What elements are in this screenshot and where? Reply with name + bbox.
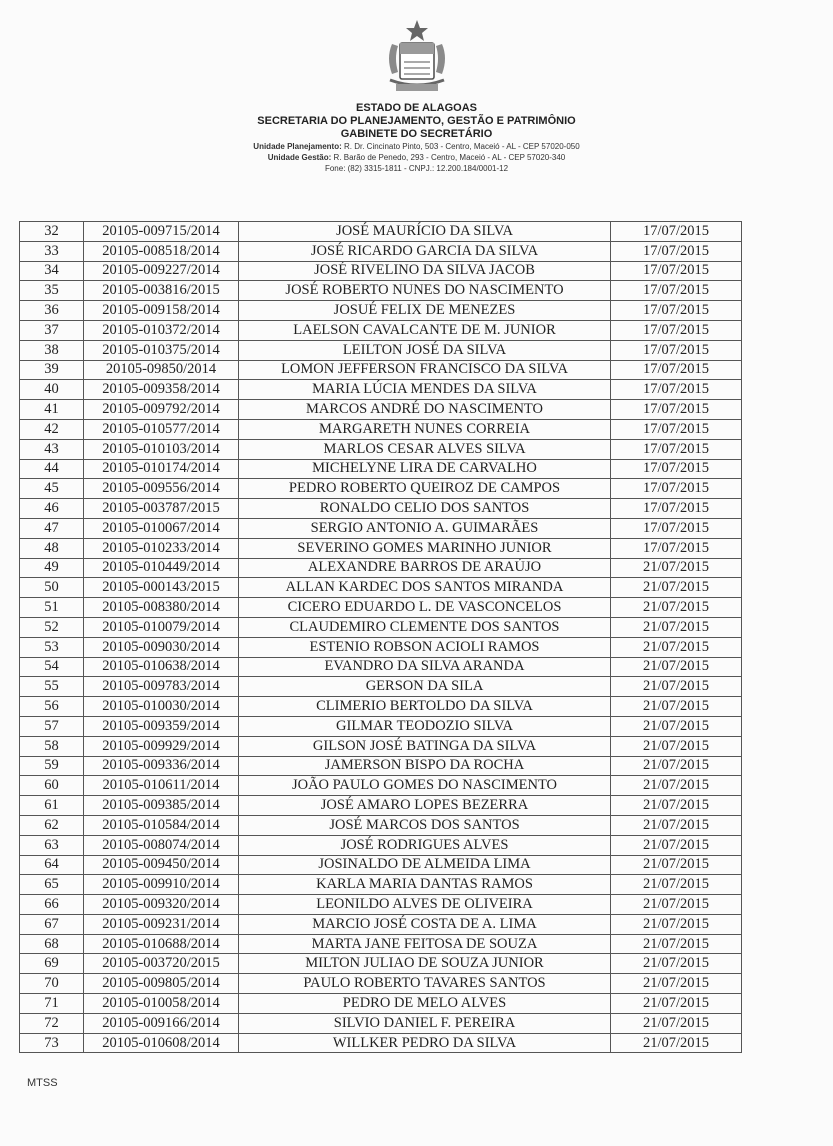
table-row [20, 934, 742, 954]
person-name: GILSON JOSÉ BATINGA DA SILVA [239, 736, 611, 756]
process-number: 20105-009805/2014 [84, 974, 239, 994]
row-number: 35 [20, 281, 84, 301]
planning-unit-line [0, 141, 833, 152]
date-cell: 21/07/2015 [611, 835, 742, 855]
process-number: 20105-009385/2014 [84, 796, 239, 816]
table-row [20, 974, 742, 994]
process-number: 20105-003720/2015 [84, 954, 239, 974]
table-row [20, 1013, 742, 1033]
row-number: 63 [20, 835, 84, 855]
person-name: MICHELYNE LIRA DE CARVALHO [239, 459, 611, 479]
row-number: 56 [20, 697, 84, 717]
table-row [20, 598, 742, 618]
person-name: JOSÉ RIVELINO DA SILVA JACOB [239, 261, 611, 281]
row-number: 70 [20, 974, 84, 994]
row-number: 65 [20, 875, 84, 895]
process-number: 20105-003816/2015 [84, 281, 239, 301]
date-cell: 17/07/2015 [611, 360, 742, 380]
row-number: 33 [20, 241, 84, 261]
table-row [20, 1033, 742, 1053]
process-number: 20105-009030/2014 [84, 637, 239, 657]
date-cell: 17/07/2015 [611, 281, 742, 301]
person-name: SERGIO ANTONIO A. GUIMARÃES [239, 518, 611, 538]
person-name: PAULO ROBERTO TAVARES SANTOS [239, 974, 611, 994]
table-row [20, 637, 742, 657]
person-name: MARTA JANE FEITOSA DE SOUZA [239, 934, 611, 954]
person-name: EVANDRO DA SILVA ARANDA [239, 657, 611, 677]
row-number: 47 [20, 518, 84, 538]
date-cell: 21/07/2015 [611, 578, 742, 598]
row-number: 73 [20, 1033, 84, 1053]
row-number: 45 [20, 479, 84, 499]
process-number: 20105-009227/2014 [84, 261, 239, 281]
person-name: JOSÉ RICARDO GARCIA DA SILVA [239, 241, 611, 261]
person-name: MARLOS CESAR ALVES SILVA [239, 439, 611, 459]
date-cell: 21/07/2015 [611, 994, 742, 1014]
date-cell: 21/07/2015 [611, 815, 742, 835]
table-row [20, 340, 742, 360]
table-row [20, 677, 742, 697]
process-number: 20105-003787/2015 [84, 499, 239, 519]
person-name: JOSÉ MAURÍCIO DA SILVA [239, 222, 611, 242]
person-name: GILMAR TEODOZIO SILVA [239, 716, 611, 736]
table-row [20, 281, 742, 301]
row-number: 36 [20, 301, 84, 321]
person-name: PEDRO DE MELO ALVES [239, 994, 611, 1014]
process-number: 20105-009231/2014 [84, 914, 239, 934]
date-cell: 21/07/2015 [611, 796, 742, 816]
process-number: 20105-010030/2014 [84, 697, 239, 717]
person-name: LAELSON CAVALCANTE DE M. JUNIOR [239, 320, 611, 340]
table-row [20, 499, 742, 519]
row-number: 54 [20, 657, 84, 677]
process-number: 20105-008074/2014 [84, 835, 239, 855]
process-number: 20105-009158/2014 [84, 301, 239, 321]
row-number: 71 [20, 994, 84, 1014]
row-number: 60 [20, 776, 84, 796]
table-row [20, 914, 742, 934]
process-number: 20105-010372/2014 [84, 320, 239, 340]
person-name: SILVIO DANIEL F. PEREIRA [239, 1013, 611, 1033]
table-row [20, 776, 742, 796]
table-row [20, 479, 742, 499]
process-number: 20105-009792/2014 [84, 400, 239, 420]
date-cell: 21/07/2015 [611, 736, 742, 756]
date-cell: 17/07/2015 [611, 459, 742, 479]
table-row [20, 796, 742, 816]
process-number: 20105-009166/2014 [84, 1013, 239, 1033]
date-cell: 17/07/2015 [611, 241, 742, 261]
person-name: MARIA LÚCIA MENDES DA SILVA [239, 380, 611, 400]
table-row [20, 617, 742, 637]
process-number: 20105-010079/2014 [84, 617, 239, 637]
process-number: 20105-009320/2014 [84, 895, 239, 915]
row-number: 53 [20, 637, 84, 657]
process-number: 20105-000143/2015 [84, 578, 239, 598]
date-cell: 21/07/2015 [611, 657, 742, 677]
row-number: 39 [20, 360, 84, 380]
person-name: PEDRO ROBERTO QUEIROZ DE CAMPOS [239, 479, 611, 499]
process-number: 20105-010067/2014 [84, 518, 239, 538]
process-number: 20105-010058/2014 [84, 994, 239, 1014]
person-name: LEONILDO ALVES DE OLIVEIRA [239, 895, 611, 915]
planning-unit-label: Unidade Planejamento: [253, 142, 342, 151]
process-number: 20105-009556/2014 [84, 479, 239, 499]
person-name: JOSÉ AMARO LOPES BEZERRA [239, 796, 611, 816]
row-number: 40 [20, 380, 84, 400]
date-cell: 17/07/2015 [611, 499, 742, 519]
process-number: 20105-010611/2014 [84, 776, 239, 796]
date-cell: 17/07/2015 [611, 538, 742, 558]
date-cell: 21/07/2015 [611, 637, 742, 657]
date-cell: 17/07/2015 [611, 340, 742, 360]
date-cell: 17/07/2015 [611, 518, 742, 538]
row-number: 43 [20, 439, 84, 459]
date-cell: 21/07/2015 [611, 558, 742, 578]
process-number: 20105-008518/2014 [84, 241, 239, 261]
row-number: 52 [20, 617, 84, 637]
person-name: ALEXANDRE BARROS DE ARAÚJO [239, 558, 611, 578]
date-cell: 17/07/2015 [611, 439, 742, 459]
process-number: 20105-010375/2014 [84, 340, 239, 360]
date-cell: 21/07/2015 [611, 1033, 742, 1053]
date-cell: 21/07/2015 [611, 776, 742, 796]
table-row [20, 241, 742, 261]
person-name: JOSUÉ FELIX DE MENEZES [239, 301, 611, 321]
contact-line: Fone: (82) 3315-1811 - CNPJ.: 12.200.184/0001-12 [324, 164, 509, 173]
table-row [20, 736, 742, 756]
table-row [20, 380, 742, 400]
process-number: 20105-009910/2014 [84, 875, 239, 895]
person-name: JOSÉ MARCOS DOS SANTOS [239, 815, 611, 835]
row-number: 64 [20, 855, 84, 875]
table-row [20, 697, 742, 717]
row-number: 41 [20, 400, 84, 420]
row-number: 37 [20, 320, 84, 340]
row-number: 59 [20, 756, 84, 776]
process-number: 20105-09850/2014 [84, 360, 239, 380]
table-row [20, 578, 742, 598]
table-row [20, 815, 742, 835]
table-row [20, 222, 742, 242]
process-number: 20105-009929/2014 [84, 736, 239, 756]
date-cell: 17/07/2015 [611, 222, 742, 242]
process-number: 20105-010174/2014 [84, 459, 239, 479]
table-row [20, 994, 742, 1014]
date-cell: 21/07/2015 [611, 855, 742, 875]
management-unit-address: R. Barão de Penedo, 293 - Centro, Maceió - AL - CEP 57020-340 [333, 153, 566, 162]
date-cell: 21/07/2015 [611, 756, 742, 776]
date-cell: 21/07/2015 [611, 974, 742, 994]
table-row [20, 419, 742, 439]
table-row [20, 855, 742, 875]
process-number: 20105-010449/2014 [84, 558, 239, 578]
process-number: 20105-010233/2014 [84, 538, 239, 558]
process-number: 20105-008380/2014 [84, 598, 239, 618]
date-cell: 21/07/2015 [611, 895, 742, 915]
row-number: 34 [20, 261, 84, 281]
date-cell: 17/07/2015 [611, 419, 742, 439]
row-number: 67 [20, 914, 84, 934]
person-name: RONALDO CELIO DOS SANTOS [239, 499, 611, 519]
table-row [20, 716, 742, 736]
process-number: 20105-009783/2014 [84, 677, 239, 697]
row-number: 44 [20, 459, 84, 479]
person-name: KARLA MARIA DANTAS RAMOS [239, 875, 611, 895]
table-row [20, 518, 742, 538]
person-name: MARGARETH NUNES CORREIA [239, 419, 611, 439]
table-row [20, 360, 742, 380]
table-row [20, 895, 742, 915]
row-number: 68 [20, 934, 84, 954]
row-number: 38 [20, 340, 84, 360]
person-name: MARCOS ANDRÉ DO NASCIMENTO [239, 400, 611, 420]
date-cell: 21/07/2015 [611, 934, 742, 954]
row-number: 55 [20, 677, 84, 697]
date-cell: 21/07/2015 [611, 716, 742, 736]
process-number: 20105-010584/2014 [84, 815, 239, 835]
table-row [20, 835, 742, 855]
date-cell: 17/07/2015 [611, 261, 742, 281]
process-number: 20105-010688/2014 [84, 934, 239, 954]
table-row [20, 875, 742, 895]
person-name: CLAUDEMIRO CLEMENTE DOS SANTOS [239, 617, 611, 637]
row-number: 49 [20, 558, 84, 578]
table-row [20, 756, 742, 776]
date-cell: 21/07/2015 [611, 1013, 742, 1033]
date-cell: 17/07/2015 [611, 400, 742, 420]
row-number: 58 [20, 736, 84, 756]
date-cell: 21/07/2015 [611, 617, 742, 637]
row-number: 50 [20, 578, 84, 598]
person-name: JOSINALDO DE ALMEIDA LIMA [239, 855, 611, 875]
row-number: 66 [20, 895, 84, 915]
person-name: ALLAN KARDEC DOS SANTOS MIRANDA [239, 578, 611, 598]
person-name: JOSÉ RODRIGUES ALVES [239, 835, 611, 855]
row-number: 46 [20, 499, 84, 519]
table-row [20, 459, 742, 479]
person-name: LEILTON JOSÉ DA SILVA [239, 340, 611, 360]
person-name: LOMON JEFFERSON FRANCISCO DA SILVA [239, 360, 611, 380]
date-cell: 17/07/2015 [611, 320, 742, 340]
table-row [20, 538, 742, 558]
row-number: 62 [20, 815, 84, 835]
table-row [20, 439, 742, 459]
process-table [19, 221, 742, 1053]
footer-mark: MTSS [27, 1077, 58, 1089]
row-number: 57 [20, 716, 84, 736]
row-number: 42 [20, 419, 84, 439]
person-name: JOÃO PAULO GOMES DO NASCIMENTO [239, 776, 611, 796]
cabinet-name: GABINETE DO SECRETÁRIO [340, 128, 493, 140]
table-row [20, 954, 742, 974]
person-name: JAMERSON BISPO DA ROCHA [239, 756, 611, 776]
process-number: 20105-009450/2014 [84, 855, 239, 875]
date-cell: 17/07/2015 [611, 301, 742, 321]
document-header [0, 18, 833, 174]
row-number: 61 [20, 796, 84, 816]
process-number: 20105-009336/2014 [84, 756, 239, 776]
person-name: MILTON JULIAO DE SOUZA JUNIOR [239, 954, 611, 974]
date-cell: 21/07/2015 [611, 697, 742, 717]
person-name: WILLKER PEDRO DA SILVA [239, 1033, 611, 1053]
person-name: GERSON DA SILA [239, 677, 611, 697]
table-row [20, 320, 742, 340]
date-cell: 21/07/2015 [611, 914, 742, 934]
management-unit-label: Unidade Gestão: [267, 153, 332, 162]
person-name: CICERO EDUARDO L. DE VASCONCELOS [239, 598, 611, 618]
date-cell: 21/07/2015 [611, 954, 742, 974]
person-name: JOSÉ ROBERTO NUNES DO NASCIMENTO [239, 281, 611, 301]
row-number: 48 [20, 538, 84, 558]
row-number: 51 [20, 598, 84, 618]
date-cell: 17/07/2015 [611, 380, 742, 400]
process-number: 20105-009358/2014 [84, 380, 239, 400]
date-cell: 21/07/2015 [611, 598, 742, 618]
person-name: SEVERINO GOMES MARINHO JUNIOR [239, 538, 611, 558]
person-name: CLIMERIO BERTOLDO DA SILVA [239, 697, 611, 717]
person-name: MARCIO JOSÉ COSTA DE A. LIMA [239, 914, 611, 934]
date-cell: 17/07/2015 [611, 479, 742, 499]
process-number: 20105-009359/2014 [84, 716, 239, 736]
table-row [20, 261, 742, 281]
date-cell: 21/07/2015 [611, 875, 742, 895]
secretariat-name: SECRETARIA DO PLANEJAMENTO, GESTÃO E PATRIMÔNIO [257, 115, 576, 127]
table-row [20, 301, 742, 321]
process-number: 20105-010608/2014 [84, 1033, 239, 1053]
table-row [20, 657, 742, 677]
process-number: 20105-010103/2014 [84, 439, 239, 459]
state-coat-of-arms-icon [382, 18, 452, 98]
date-cell: 21/07/2015 [611, 677, 742, 697]
table-row [20, 400, 742, 420]
process-number: 20105-010638/2014 [84, 657, 239, 677]
management-unit-line [0, 152, 833, 163]
row-number: 72 [20, 1013, 84, 1033]
process-number: 20105-010577/2014 [84, 419, 239, 439]
row-number: 32 [20, 222, 84, 242]
table-row [20, 558, 742, 578]
process-number: 20105-009715/2014 [84, 222, 239, 242]
person-name: ESTENIO ROBSON ACIOLI RAMOS [239, 637, 611, 657]
state-name: ESTADO DE ALAGOAS [355, 102, 477, 114]
row-number: 69 [20, 954, 84, 974]
planning-unit-address: R. Dr. Cincinato Pinto, 503 - Centro, Maceió - AL - CEP 57020-050 [344, 142, 580, 151]
